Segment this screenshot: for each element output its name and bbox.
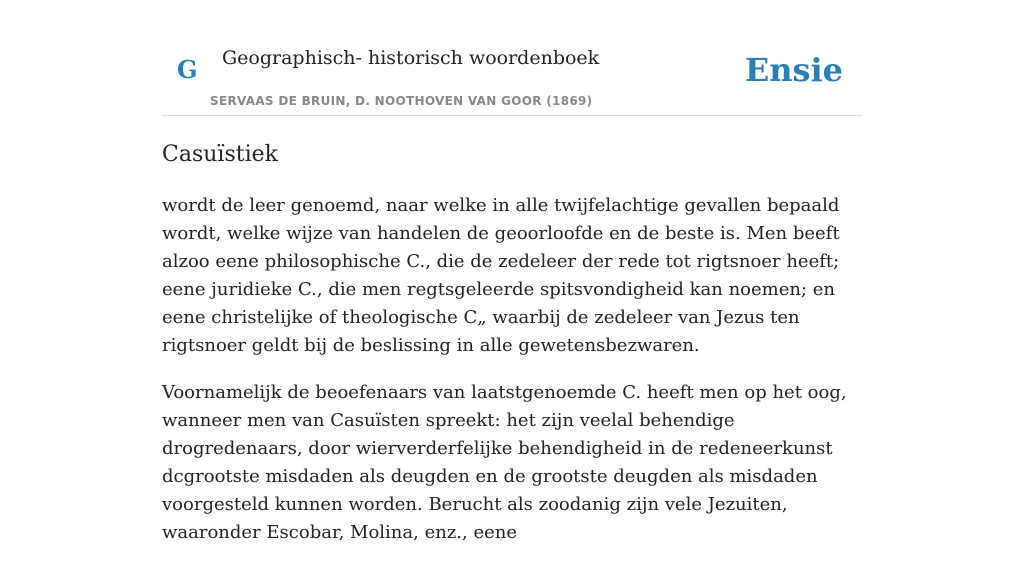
entry-paragraph: Voornamelijk de beoefenaars van laatstgenoemde C. heeft men op het oog, wanneer men van Casuïsten spreekt: het zijn veelal behendige drogredenaars, door wierverderfelijke behendigheid in de redeneerkunst dcgrootste misdaden als deugden en de grootste deugden als misdaden voorgesteld kunnen worden. Berucht als zoodanig zijn vele Jezuiten, waaronder Escobar, Molina, enz., eene — [162, 382, 847, 543]
ensie-logo-link[interactable]: Ensie — [744, 51, 843, 89]
book-title-link[interactable]: Geographisch- historisch woordenboek — [222, 47, 600, 69]
header — [162, 0, 862, 116]
entry-paragraph: wordt de leer genoemd, naar welke in alle twijfelachtige gevallen bepaald wordt, welke wijze van handelen de geoorloofde en de beste is. Men beeft alzoo eene philosophische C., die de zedeleer der rede tot rigtsnoer heeft; eene juridieke C., die men regtsgeleerde spitsvondigheid kan noemen; en eene christelijke of theologische C„ waarbij de zedeleer van Jezus ten rigtsnoer geldt bij de beslissing in alle gewetensbezwaren. — [162, 195, 840, 356]
book-logo-letter[interactable]: G — [177, 55, 198, 84]
entry-body — [162, 192, 867, 566]
book-author: SERVAAS DE BRUIN, D. NOOTHOVEN VAN GOOR (1869) — [210, 94, 593, 108]
entry-title: Casuïstiek — [162, 142, 278, 167]
page-content — [162, 0, 862, 543]
